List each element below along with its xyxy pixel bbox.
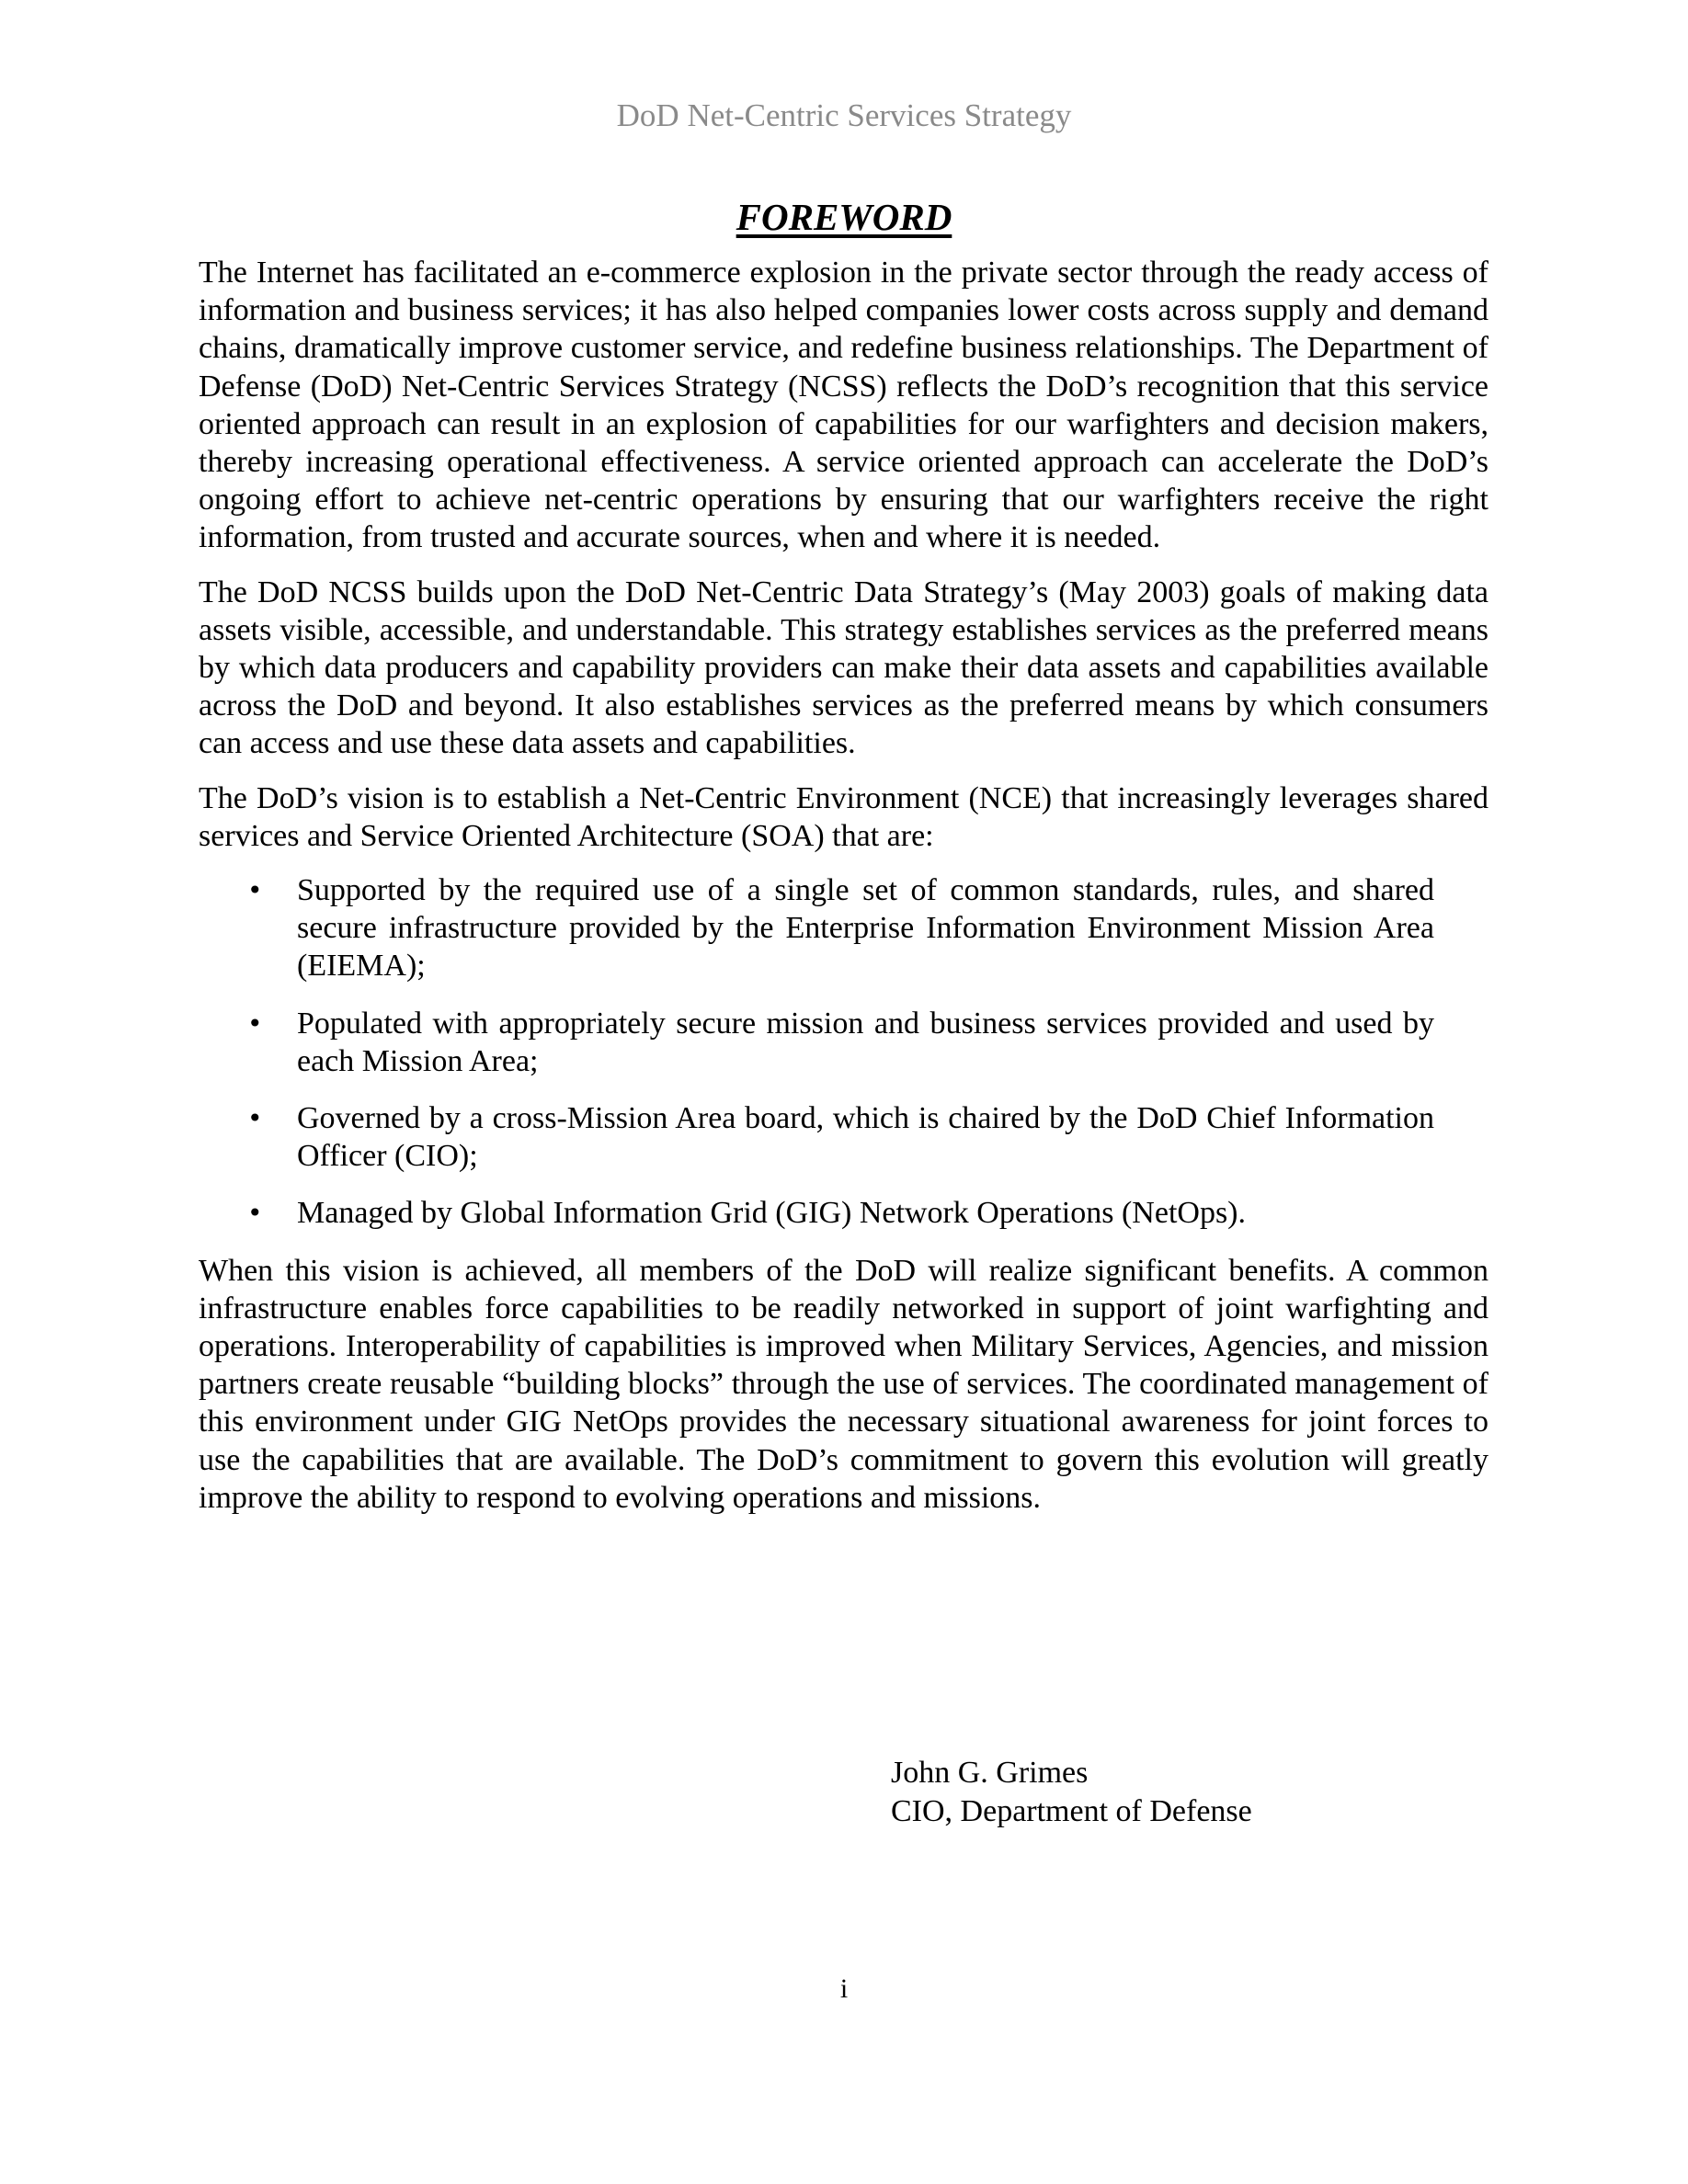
- bullet-icon: •: [247, 1198, 263, 1229]
- signature-block: [891, 1754, 1252, 1830]
- list-item-text: Populated with appropriately secure mission and business services provided and used by each Mission Area;: [297, 1006, 1434, 1078]
- paragraph-closing: When this vision is achieved, all members of the DoD will realize significant benefits. A common infrastructure enables force capabilities to be readily networked in support of joint warfighting and operations. Interoperability of capabilities is improved when Military Services, Agencies, and mission partners create reusable “building blocks” through the use of services. The coordinated management of this environment under GIG NetOps provides the necessary situational awareness for joint forces to use the capabilities that are available. The DoD’s commitment to govern this evolution will greatly improve the ability to respond to evolving operations and missions.: [199, 1253, 1488, 1515]
- paragraph-data-strategy: The DoD NCSS builds upon the DoD Net-Centric Data Strategy’s (May 2003) goals of making data assets visible, accessible, and understandable. This strategy establishes services as the preferred means by which data producers and capability providers can make their data assets and capabilities available across the DoD and beyond. It also establishes services as the preferred means by which consumers can access and use these data assets and capabilities.: [199, 574, 1488, 761]
- page-number: i: [839, 1974, 849, 2004]
- bullet-icon: •: [247, 875, 263, 906]
- paragraph-vision: The DoD’s vision is to establish a Net-Centric Environment (NCE) that increasingly leverages shared services and Service Oriented Architecture (SOA) that are:: [199, 780, 1488, 853]
- paragraph-intro: The Internet has facilitated an e-commerce explosion in the private sector through the ready access of information and business services; it has also helped companies lower costs across supply and demand chains, dramatically improve customer service, and redefine business relationships. The Department of Defense (DoD) Net-Centric Services Strategy (NCSS) reflects the DoD’s recognition that this service oriented approach can result in an explosion of capabilities for our warfighters and decision makers, thereby increasing operational effectiveness. A service oriented approach can accelerate the DoD’s ongoing effort to achieve net-centric operations by ensuring that our warfighters receive the right information, from trusted and accurate sources, when and where it is needed.: [199, 256, 1488, 555]
- page-title: FOREWORD: [736, 196, 952, 238]
- list-item: [199, 871, 1434, 985]
- bullet-icon: •: [247, 1103, 263, 1134]
- bullet-icon: •: [247, 1007, 263, 1039]
- list-item: [199, 1194, 1434, 1232]
- running-header: DoD Net-Centric Services Strategy: [616, 97, 1072, 133]
- vision-bullet-list: [199, 871, 1488, 1233]
- list-item-text: Supported by the required use of a single set of common standards, rules, and shared secure infrastructure provided by the Enterprise Information Environment Mission Area (EIEMA);: [297, 873, 1434, 984]
- signatory-position: CIO, Department of Defense: [891, 1793, 1252, 1828]
- body-text: [199, 254, 1488, 1533]
- list-item-text: Managed by Global Information Grid (GIG) Network Operations (NetOps).: [297, 1196, 1247, 1231]
- list-item: [199, 1099, 1434, 1175]
- signatory-name: John G. Grimes: [891, 1756, 1089, 1790]
- list-item: [199, 1005, 1434, 1080]
- list-item-text: Governed by a cross-Mission Area board, which is chaired by the DoD Chief Information Officer (CIO);: [297, 1101, 1434, 1174]
